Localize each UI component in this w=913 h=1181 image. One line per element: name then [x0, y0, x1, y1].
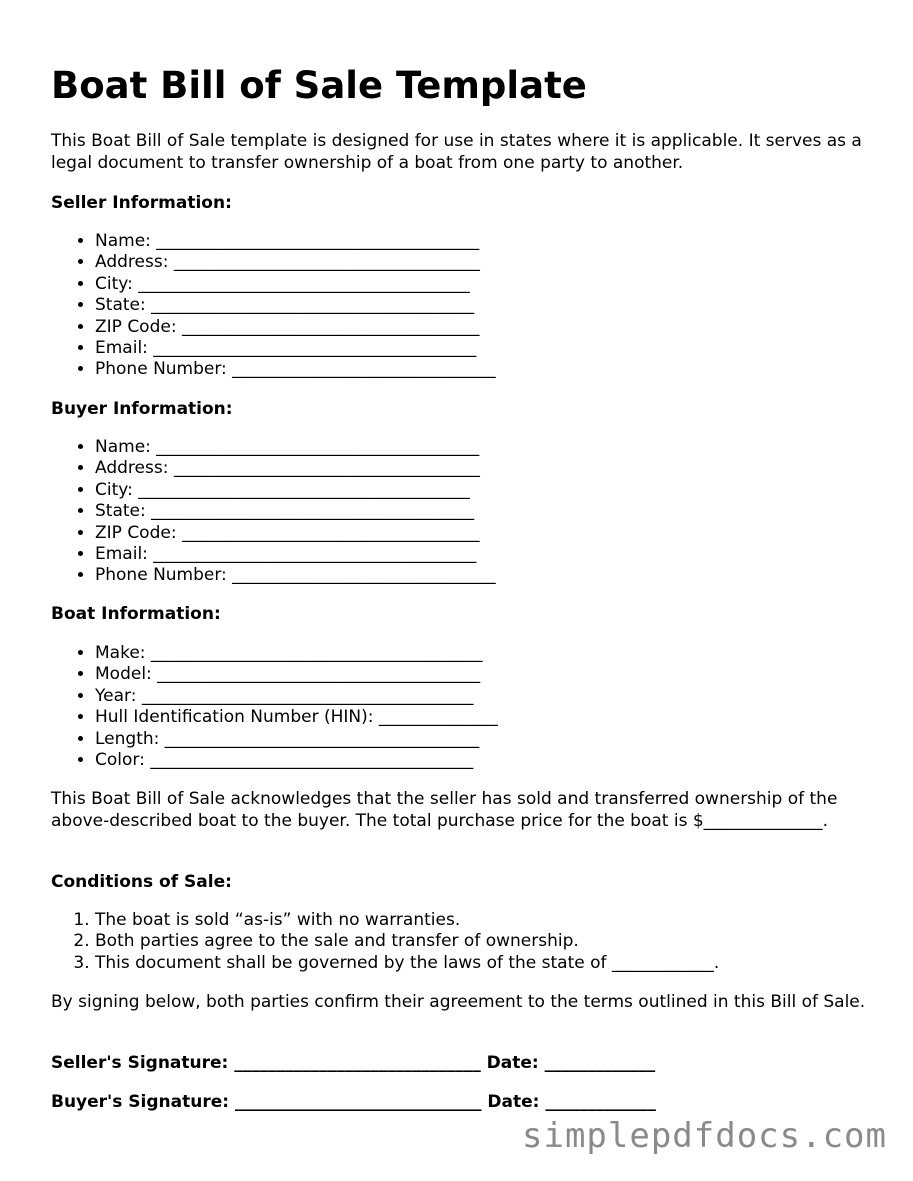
closing-paragraph: By signing below, both parties confirm their agreement to the terms outlined in this Bill of Sale.: [51, 992, 866, 1012]
buyer-field-list: [51, 437, 496, 587]
buyer-city-field: • City: _______________________________________: [95, 480, 496, 501]
boat-heading: Boat Information:: [51, 604, 221, 624]
conditions-list: [51, 910, 719, 974]
seller-zip-field: • ZIP Code: ___________________________________: [95, 317, 496, 338]
condition-item: 2. Both parties agree to the sale and transfer of ownership.: [95, 931, 719, 952]
page-title: Boat Bill of Sale Template: [51, 64, 587, 107]
buyer-signature-line: Buyer's Signature: _____________________________ Date: _____________: [51, 1092, 656, 1112]
boat-model-field: • Model: ______________________________________: [95, 664, 498, 685]
seller-address-field: • Address: ____________________________________: [95, 252, 496, 273]
condition-item: 3. This document shall be governed by the laws of the state of ____________.: [95, 953, 719, 974]
intro-paragraph: This Boat Bill of Sale template is designed for use in states where it is applicable. It serves as a legal document to transfer ownership of a boat from one party to another.: [51, 131, 862, 173]
seller-email-field: • Email: ______________________________________: [95, 338, 496, 359]
acknowledgement-paragraph: This Boat Bill of Sale acknowledges that the seller has sold and transferred ownership of the above-described boat to the buyer. The total purchase price for the boat is $______________.: [51, 789, 838, 831]
boat-color-field: • Color: ______________________________________: [95, 750, 498, 771]
condition-item: 1. The boat is sold “as-is” with no warranties.: [95, 910, 719, 931]
buyer-heading: Buyer Information:: [51, 399, 233, 419]
seller-city-field: • City: _______________________________________: [95, 274, 496, 295]
buyer-name-field: • Name: ______________________________________: [95, 437, 496, 458]
buyer-email-field: • Email: ______________________________________: [95, 544, 496, 565]
boat-field-list: [51, 643, 498, 771]
boat-length-field: • Length: _____________________________________: [95, 729, 498, 750]
watermark: simplepdfdocs.com: [522, 1116, 887, 1156]
conditions-heading: Conditions of Sale:: [51, 872, 232, 892]
buyer-address-field: • Address: ____________________________________: [95, 458, 496, 479]
seller-state-field: • State: ______________________________________: [95, 295, 496, 316]
seller-field-list: [51, 231, 496, 381]
seller-heading: Seller Information:: [51, 193, 232, 213]
seller-name-field: • Name: ______________________________________: [95, 231, 496, 252]
seller-phone-field: • Phone Number: _______________________________: [95, 359, 496, 380]
boat-make-field: • Make: _______________________________________: [95, 643, 498, 664]
buyer-zip-field: • ZIP Code: ___________________________________: [95, 523, 496, 544]
boat-hin-field: • Hull Identification Number (HIN): ______________: [95, 707, 498, 728]
boat-year-field: • Year: _______________________________________: [95, 686, 498, 707]
buyer-phone-field: • Phone Number: _______________________________: [95, 565, 496, 586]
buyer-state-field: • State: ______________________________________: [95, 501, 496, 522]
seller-signature-line: Seller's Signature: _____________________________ Date: _____________: [51, 1053, 656, 1073]
